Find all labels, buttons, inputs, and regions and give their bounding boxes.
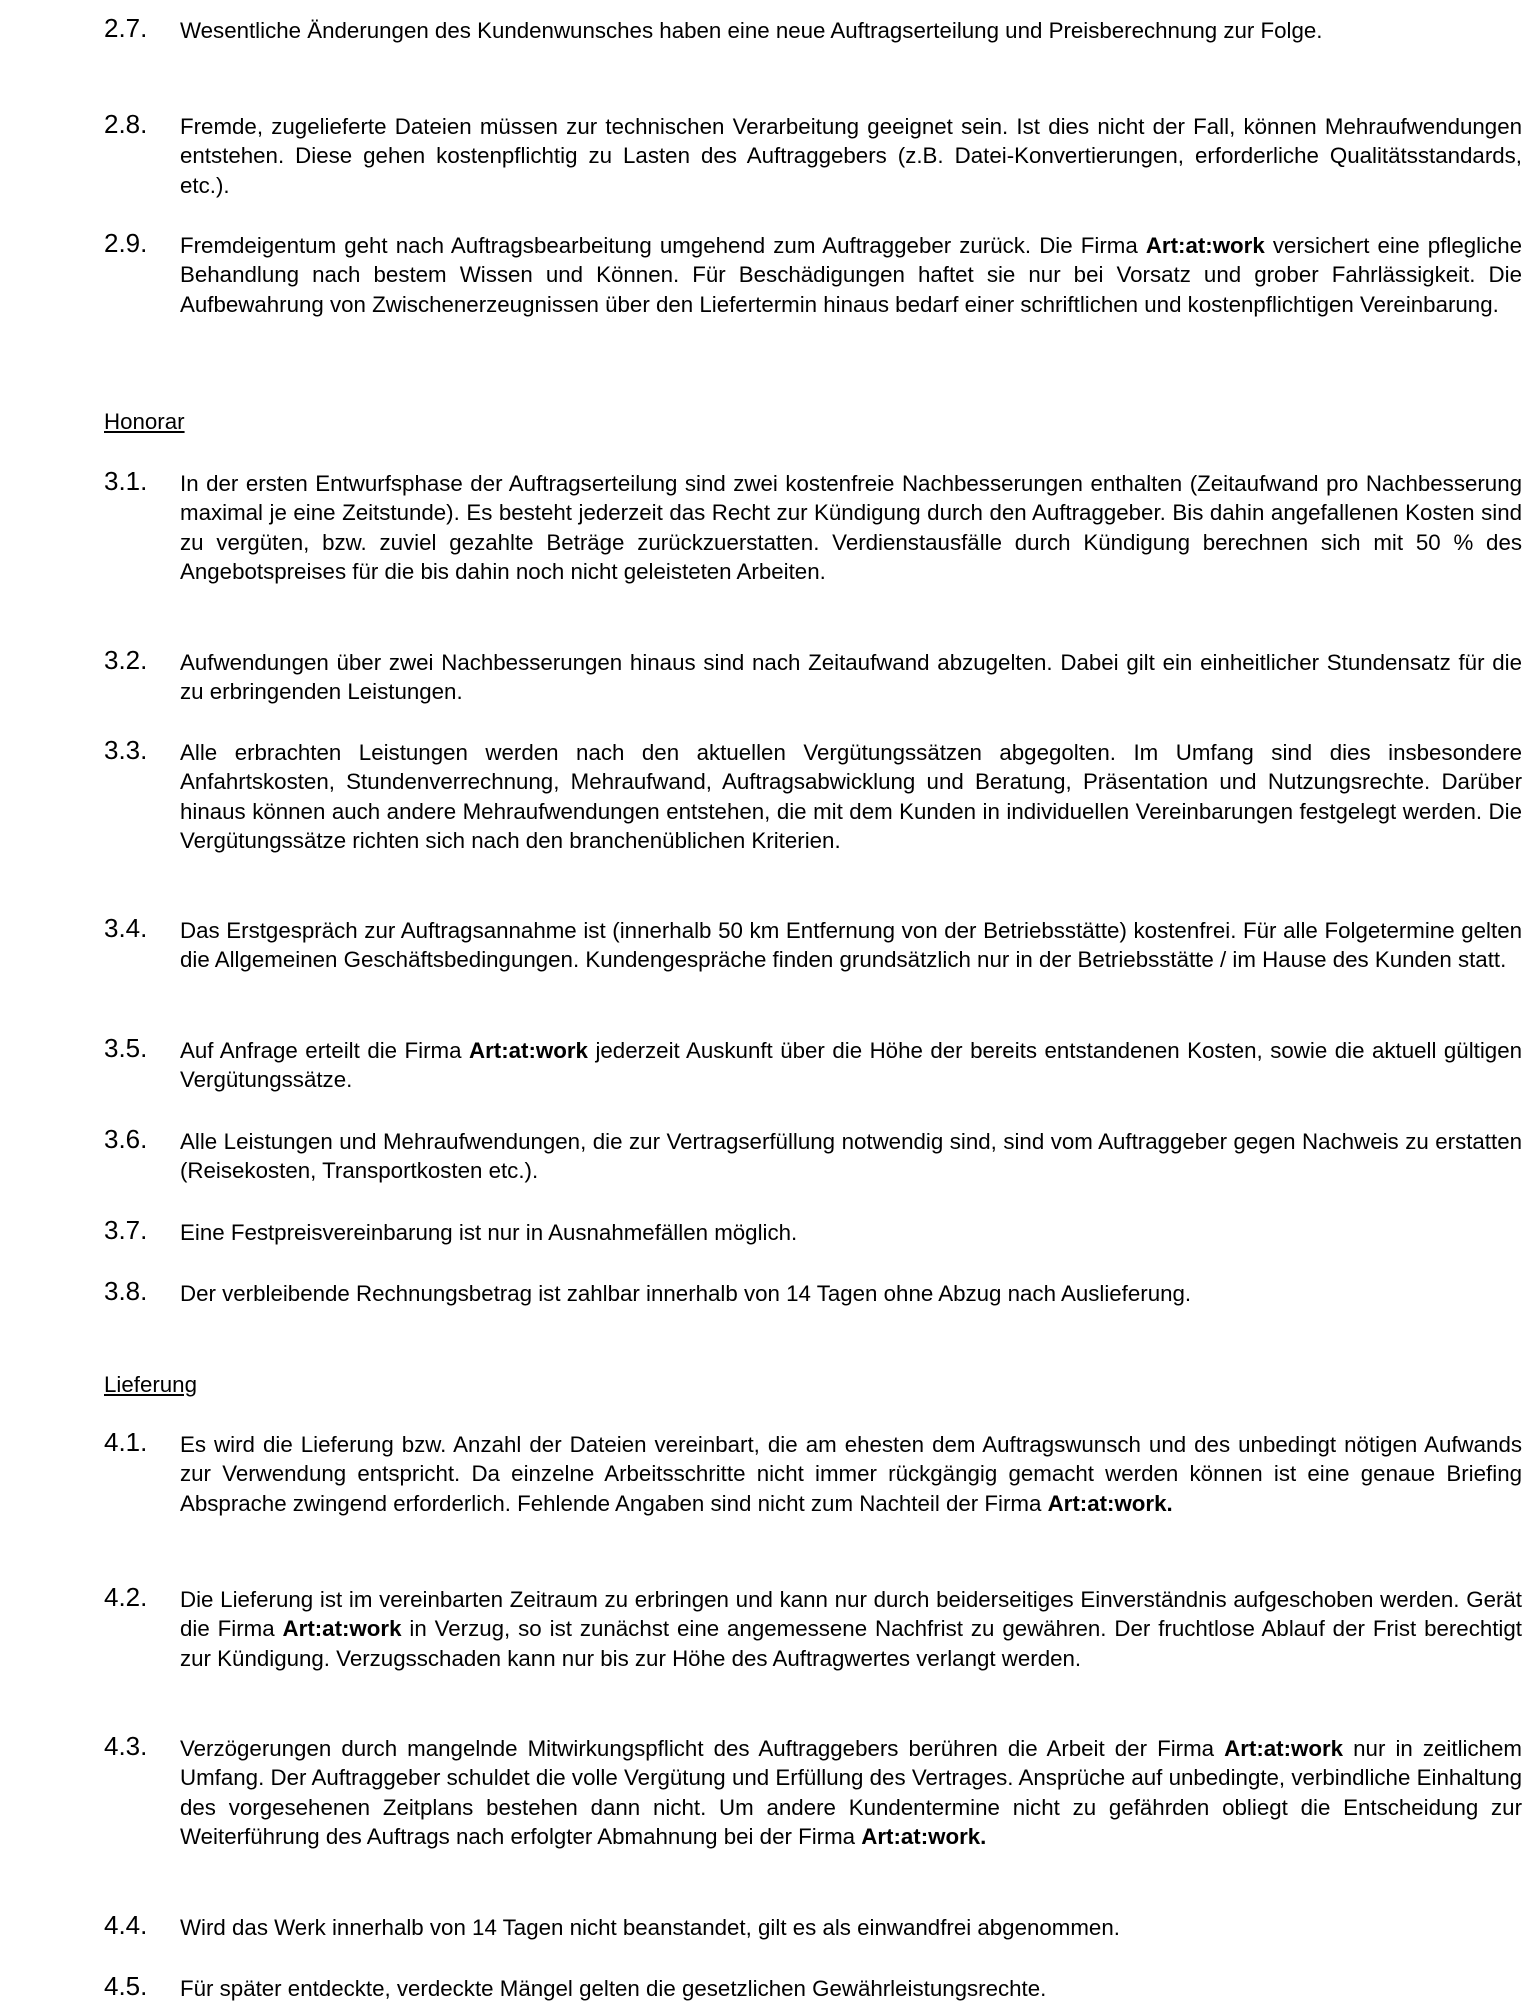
- clause-number: 2.8.: [104, 109, 148, 139]
- clause-number: 3.8.: [104, 1276, 148, 1306]
- clause: [104, 13, 1424, 45]
- clause-number: 3.6.: [104, 1124, 148, 1154]
- clause-text: Der verbleibende Rechnungsbetrag ist zahlbar innerhalb von 14 Tagen ohne Abzug nach Auslieferung.: [180, 1281, 1192, 1306]
- clause-number: 3.1.: [104, 466, 148, 496]
- clause: [104, 1215, 1424, 1247]
- clause: [104, 1582, 1522, 1673]
- clause: [104, 1731, 1522, 1851]
- clause-text: Es wird die Lieferung bzw. Anzahl der Dateien vereinbart, die am ehesten dem Auftragswunsch und des unbedingt nötigen Aufwands zur Verwendung entspricht. Da einzelne Arbeitsschritte nicht immer rückgängig gemacht werden können ist eine genaue Briefing Absprache zwingend erforderlich. Fehlende Angaben sind nicht zum Nachteil der Firma Art:at:work.: [180, 1432, 1522, 1516]
- clause-number: 4.3.: [104, 1731, 148, 1761]
- clause-number: 4.4.: [104, 1910, 148, 1940]
- clause: [104, 735, 1522, 855]
- clause-number: 3.3.: [104, 735, 148, 765]
- clause: [104, 1971, 1424, 2003]
- clause-text: Alle Leistungen und Mehraufwendungen, die zur Vertragserfüllung notwendig sind, sind vom Auftraggeber gegen Nachweis zu erstatten (Reisekosten, Transportkosten etc.).: [180, 1129, 1522, 1184]
- clause-text: Alle erbrachten Leistungen werden nach den aktuellen Vergütungssätzen abgegolten. Im Umfang sind dies insbesondere Anfahrtskosten, Stundenverrechnung, Mehraufwand, Auftragsabwicklung und Beratung, Präsentation und Nutzungsrechte. Darüber hinaus können auch andere Mehraufwendungen entstehen, die mit dem Kunden in individuellen Vereinbarungen festgelegt werden. Die Vergütungssätze richten sich nach den branchenüblichen Kriterien.: [180, 740, 1522, 853]
- clause-text: Das Erstgespräch zur Auftragsannahme ist (innerhalb 50 km Entfernung von der Betriebsstätte) kostenfrei. Für alle Folgetermine gelten die Allgemeinen Geschäftsbedingungen. Kundengespräche finden grundsätzlich nur in der Betriebsstätte / im Hause des Kunden statt.: [180, 918, 1522, 973]
- company-name: Art:at:work: [1224, 1736, 1344, 1761]
- company-name: Art:at:work: [1145, 233, 1265, 258]
- clause: [104, 1124, 1522, 1186]
- company-name: Art:at:work.: [1047, 1490, 1173, 1516]
- company-name: Art:at:work: [282, 1616, 402, 1642]
- clause: [104, 109, 1522, 200]
- clause-text: Für später entdeckte, verdeckte Mängel gelten die gesetzlichen Gewährleistungsrechte.: [180, 1976, 1047, 2001]
- clause-number: 2.9.: [104, 228, 148, 258]
- company-name: Art:at:work: [469, 1038, 588, 1063]
- clause-number: 3.2.: [104, 645, 148, 675]
- clause-text: Wird das Werk innerhalb von 14 Tagen nicht beanstandet, gilt es als einwandfrei abgenommen.: [180, 1915, 1120, 1940]
- clause: [104, 466, 1522, 586]
- clause: [104, 228, 1522, 319]
- clause-text: Wesentliche Änderungen des Kundenwunsches haben eine neue Auftragserteilung und Preisberechnung zur Folge.: [180, 18, 1323, 43]
- clause-text: Verzögerungen durch mangelnde Mitwirkungspflicht des Auftraggebers berühren die Arbeit der Firma Art:at:work nur in zeitlichem Umfang. Der Auftraggeber schuldet die volle Vergütung und Erfüllung des Vertrages. Ansprüche auf unbedingte, verbindliche Einhaltung des vorgesehenen Zeitplans bestehen dann nicht. Um andere Kundentermine nicht zu gefährden obliegt die Entscheidung zur Weiterführung des Auftrags nach erfolgter Abmahnung bei der Firma Art:at:work.: [180, 1736, 1522, 1849]
- clause: [104, 913, 1522, 975]
- clause-number: 4.5.: [104, 1971, 148, 2001]
- clause-text: Aufwendungen über zwei Nachbesserungen hinaus sind nach Zeitaufwand abzugelten. Dabei gilt ein einheitlicher Stundensatz für die zu erbringenden Leistungen.: [180, 650, 1522, 705]
- clause-text: Fremde, zugelieferte Dateien müssen zur technischen Verarbeitung geeignet sein. Ist dies nicht der Fall, können Mehraufwendungen entstehen. Diese gehen kostenpflichtig zu Lasten des Auftraggebers (z.B. Datei-Konvertierungen, erforderliche Qualitätsstandards, etc.).: [180, 114, 1522, 198]
- section-heading: Honorar: [104, 409, 185, 434]
- clause-number: 4.1.: [104, 1427, 148, 1457]
- clause: [104, 1276, 1424, 1308]
- section-heading: Lieferung: [104, 1372, 197, 1397]
- clause-number: 4.2.: [104, 1582, 148, 1612]
- clause: [104, 1033, 1522, 1095]
- clause-text: Auf Anfrage erteilt die Firma Art:at:work jederzeit Auskunft über die Höhe der bereits entstandenen Kosten, sowie die aktuell gültigen Vergütungssätze.: [180, 1038, 1522, 1093]
- clause-text: In der ersten Entwurfsphase der Auftragserteilung sind zwei kostenfreie Nachbesserungen enthalten (Zeitaufwand pro Nachbesserung maximal je eine Zeitstunde). Es besteht jederzeit das Recht zur Kündigung durch den Auftraggeber. Bis dahin angefallenen Kosten sind zu vergüten, bzw. zuviel gezahlte Beträge zurückzuerstatten. Verdienstausfälle durch Kündigung berechnen sich mit 50 % des Angebotspreises für die bis dahin noch nicht geleisteten Arbeiten.: [180, 471, 1522, 584]
- clause-number: 3.7.: [104, 1215, 148, 1245]
- clause: [104, 1910, 1424, 1942]
- clause-number: 3.5.: [104, 1033, 148, 1063]
- clause-text: Die Lieferung ist im vereinbarten Zeitraum zu erbringen und kann nur durch beiderseitiges Einverständnis aufgeschoben werden. Gerät die Firma Art:at:work in Verzug, so ist zunächst eine angemessene Nachfrist zu gewähren. Der fruchtlose Ablauf der Frist berechtigt zur Kündigung. Verzugsschaden kann nur bis zur Höhe des Auftragwertes verlangt werden.: [180, 1587, 1522, 1671]
- clause-number: 2.7.: [104, 13, 148, 43]
- clause-number: 3.4.: [104, 913, 148, 943]
- clause: [104, 1427, 1522, 1518]
- company-name: Art:at:work.: [861, 1823, 987, 1849]
- clause: [104, 645, 1522, 707]
- clause-text: Fremdeigentum geht nach Auftragsbearbeitung umgehend zum Auftraggeber zurück. Die Firma Art:at:work versichert eine pflegliche Behandlung nach bestem Wissen und Können. Für Beschädigungen haftet sie nur bei Vorsatz und grober Fahrlässigkeit. Die Aufbewahrung von Zwischenerzeugnissen über den Liefertermin hinaus bedarf einer schriftlichen und kostenpflichtigen Vereinbarung.: [180, 233, 1522, 317]
- clause-text: Eine Festpreisvereinbarung ist nur in Ausnahmefällen möglich.: [180, 1220, 798, 1245]
